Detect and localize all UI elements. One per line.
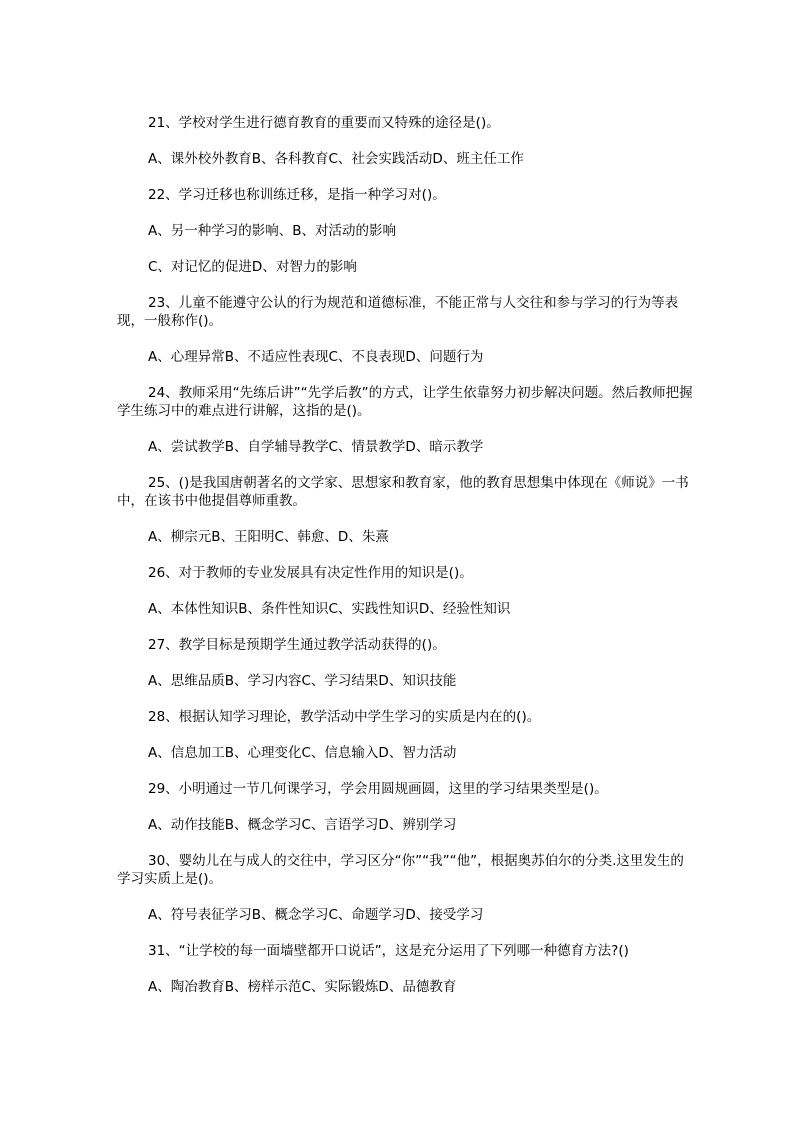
options-22-cd: C、对记忆的促进D、对智力的影响 [148,259,357,275]
question-23: 23、儿童不能遵守公认的行为规范和道德标准，不能正常与人交往和参与学习的行为等表现，一般称作()。 [117,295,679,329]
question-29: 29、小明通过一节几何课学习，学会用圆规画圆，这里的学习结果类型是()。 [148,781,608,797]
question-25: 25、()是我国唐朝著名的文学家、思想家和教育家，他的教育思想集中体现在《师说》一书中，在该书中他提倡尊师重教。 [117,475,689,509]
question-24: 24、教师采用“先练后讲”“先学后教”的方式，让学生依靠努力初步解决问题。然后教师把握学生练习中的难点进行讲解，这指的是()。 [117,385,693,419]
options-24: A、尝试教学B、自学辅导教学C、情景教学D、暗示教学 [148,439,484,455]
options-22-ab: A、另一种学习的影响、B、对活动的影响 [148,223,396,239]
question-26: 26、对于教师的专业发展具有决定性作用的知识是()。 [148,565,473,581]
question-31: 31、“让学校的每一面墙壁都开口说话”，这是充分运用了下列哪一种德育方法?() [148,943,629,959]
options-31: A、陶冶教育B、榜样示范C、实际锻炼D、品德教育 [148,979,457,995]
question-28: 28、根据认知学习理论，教学活动中学生学习的实质是内在的()。 [148,709,541,725]
options-23: A、心理异常B、不适应性表现C、不良表现D、问题行为 [148,349,484,365]
options-28: A、信息加工B、心理变化C、信息输入D、智力活动 [148,745,457,761]
options-27: A、思维品质B、学习内容C、学习结果D、知识技能 [148,673,457,689]
options-29: A、动作技能B、概念学习C、言语学习D、辨别学习 [148,817,457,833]
question-27: 27、教学目标是预期学生通过教学活动获得的()。 [148,637,446,653]
options-26: A、本体性知识B、条件性知识C、实践性知识D、经验性知识 [148,601,511,617]
question-30: 30、婴幼儿在与成人的交往中，学习区分“你”“我”“他”，根据奥苏伯尔的分类.这里发生的学习实质上是()。 [117,853,684,887]
options-30: A、符号表征学习B、概念学习C、命题学习D、接受学习 [148,907,484,923]
question-21: 21、学校对学生进行德育教育的重要而又特殊的途径是()。 [148,115,500,131]
question-22: 22、学习迁移也称训练迁移，是指一种学习对()。 [148,187,446,203]
options-21: A、课外校外教育B、各科教育C、社会实践活动D、班主任工作 [148,151,524,167]
options-25: A、柳宗元B、王阳明C、韩愈、D、朱熹 [148,529,389,545]
document-page [117,114,695,1014]
